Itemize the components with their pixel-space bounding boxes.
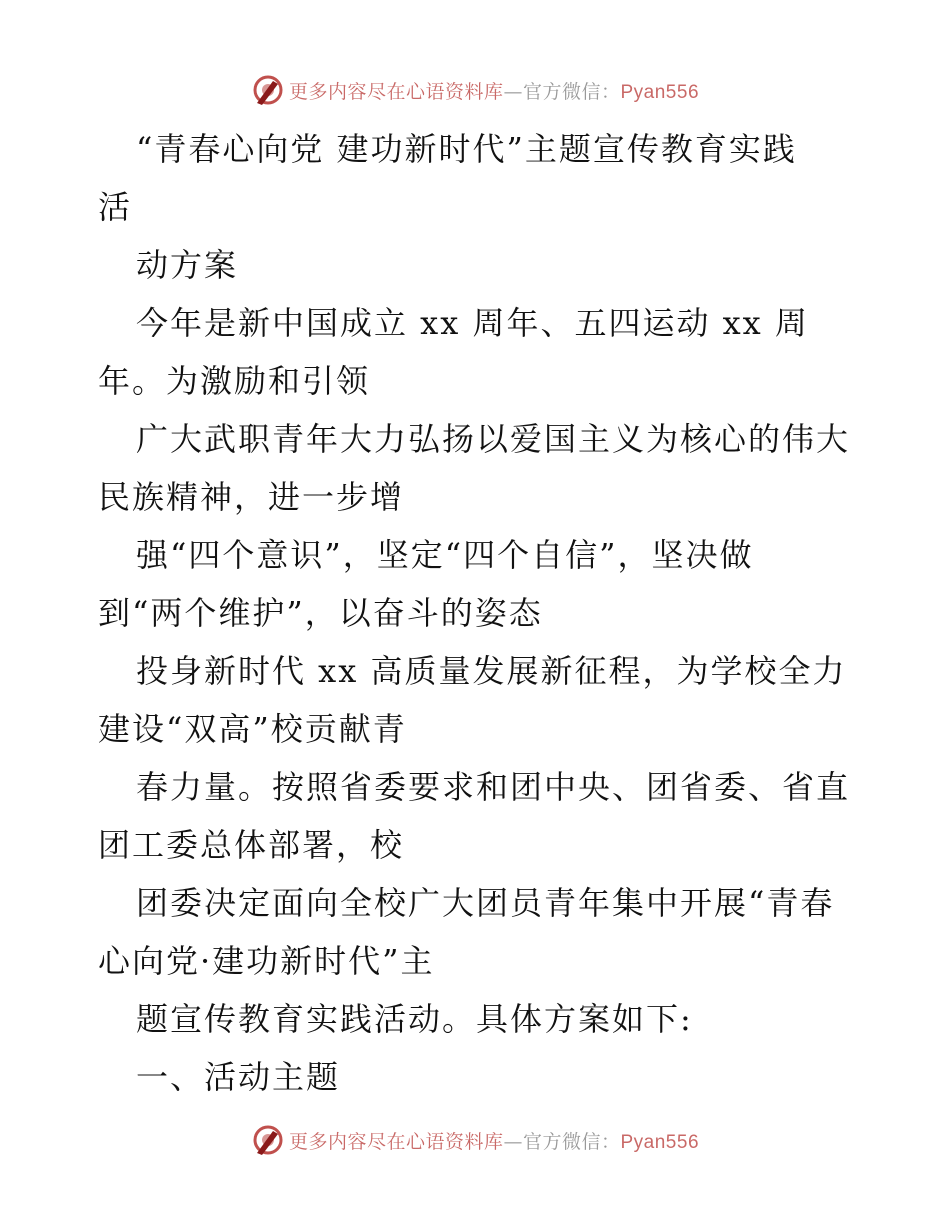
paragraph-line: 建设“双高”校贡献青 [98, 710, 407, 748]
paragraph-line: 心向党·建功新时代”主 [98, 942, 435, 980]
paragraph-line: 到“两个维护”，以奋斗的姿态 [98, 594, 543, 632]
paragraph-line: 春力量。按照省委要求和团中央、团省委、省直 [136, 768, 851, 806]
section-heading: 一、活动主题 [136, 1058, 341, 1096]
title-line-2: 活 [98, 188, 133, 226]
paragraph-line: 强“四个意识”，坚定“四个自信”，坚决做 [136, 536, 754, 574]
document-body [98, 120, 858, 1106]
title-line-3: 动方案 [136, 246, 239, 284]
watermark-sep: — [503, 80, 523, 103]
watermark-wechat-id: Pyan556 [620, 81, 700, 103]
logo-pen-icon [251, 1123, 285, 1157]
paragraph-line: 今年是新中国成立 xx 周年、五四运动 xx 周 [136, 304, 809, 342]
paragraph-line: 团工委总体部署，校 [98, 826, 405, 864]
watermark-wechat-id: Pyan556 [620, 1131, 700, 1153]
watermark-wechat-label: 官方微信： [522, 80, 621, 103]
watermark-wechat-label: 官方微信： [522, 1130, 621, 1153]
paragraph-line: 团委决定面向全校广大团员青年集中开展“青春 [136, 884, 835, 922]
watermark-site: 更多内容尽在心语资料库 [288, 1130, 504, 1153]
watermark-site: 更多内容尽在心语资料库 [288, 80, 504, 103]
paragraph-line: 年。为激励和引领 [98, 362, 371, 400]
paragraph-line: 投身新时代 xx 高质量发展新征程，为学校全力 [136, 652, 847, 690]
header-watermark [0, 70, 950, 110]
footer-watermark [0, 1120, 950, 1160]
watermark-sep: — [503, 1130, 523, 1153]
paragraph-line: 题宣传教育实践活动。具体方案如下: [136, 1000, 693, 1038]
paragraph-line: 民族精神，进一步增 [98, 478, 405, 516]
title-line-1: “青春心向党 建功新时代”主题宣传教育实践 [136, 130, 797, 168]
logo-pen-icon [251, 73, 285, 107]
paragraph-line: 广大武职青年大力弘扬以爱国主义为核心的伟大 [136, 420, 851, 458]
